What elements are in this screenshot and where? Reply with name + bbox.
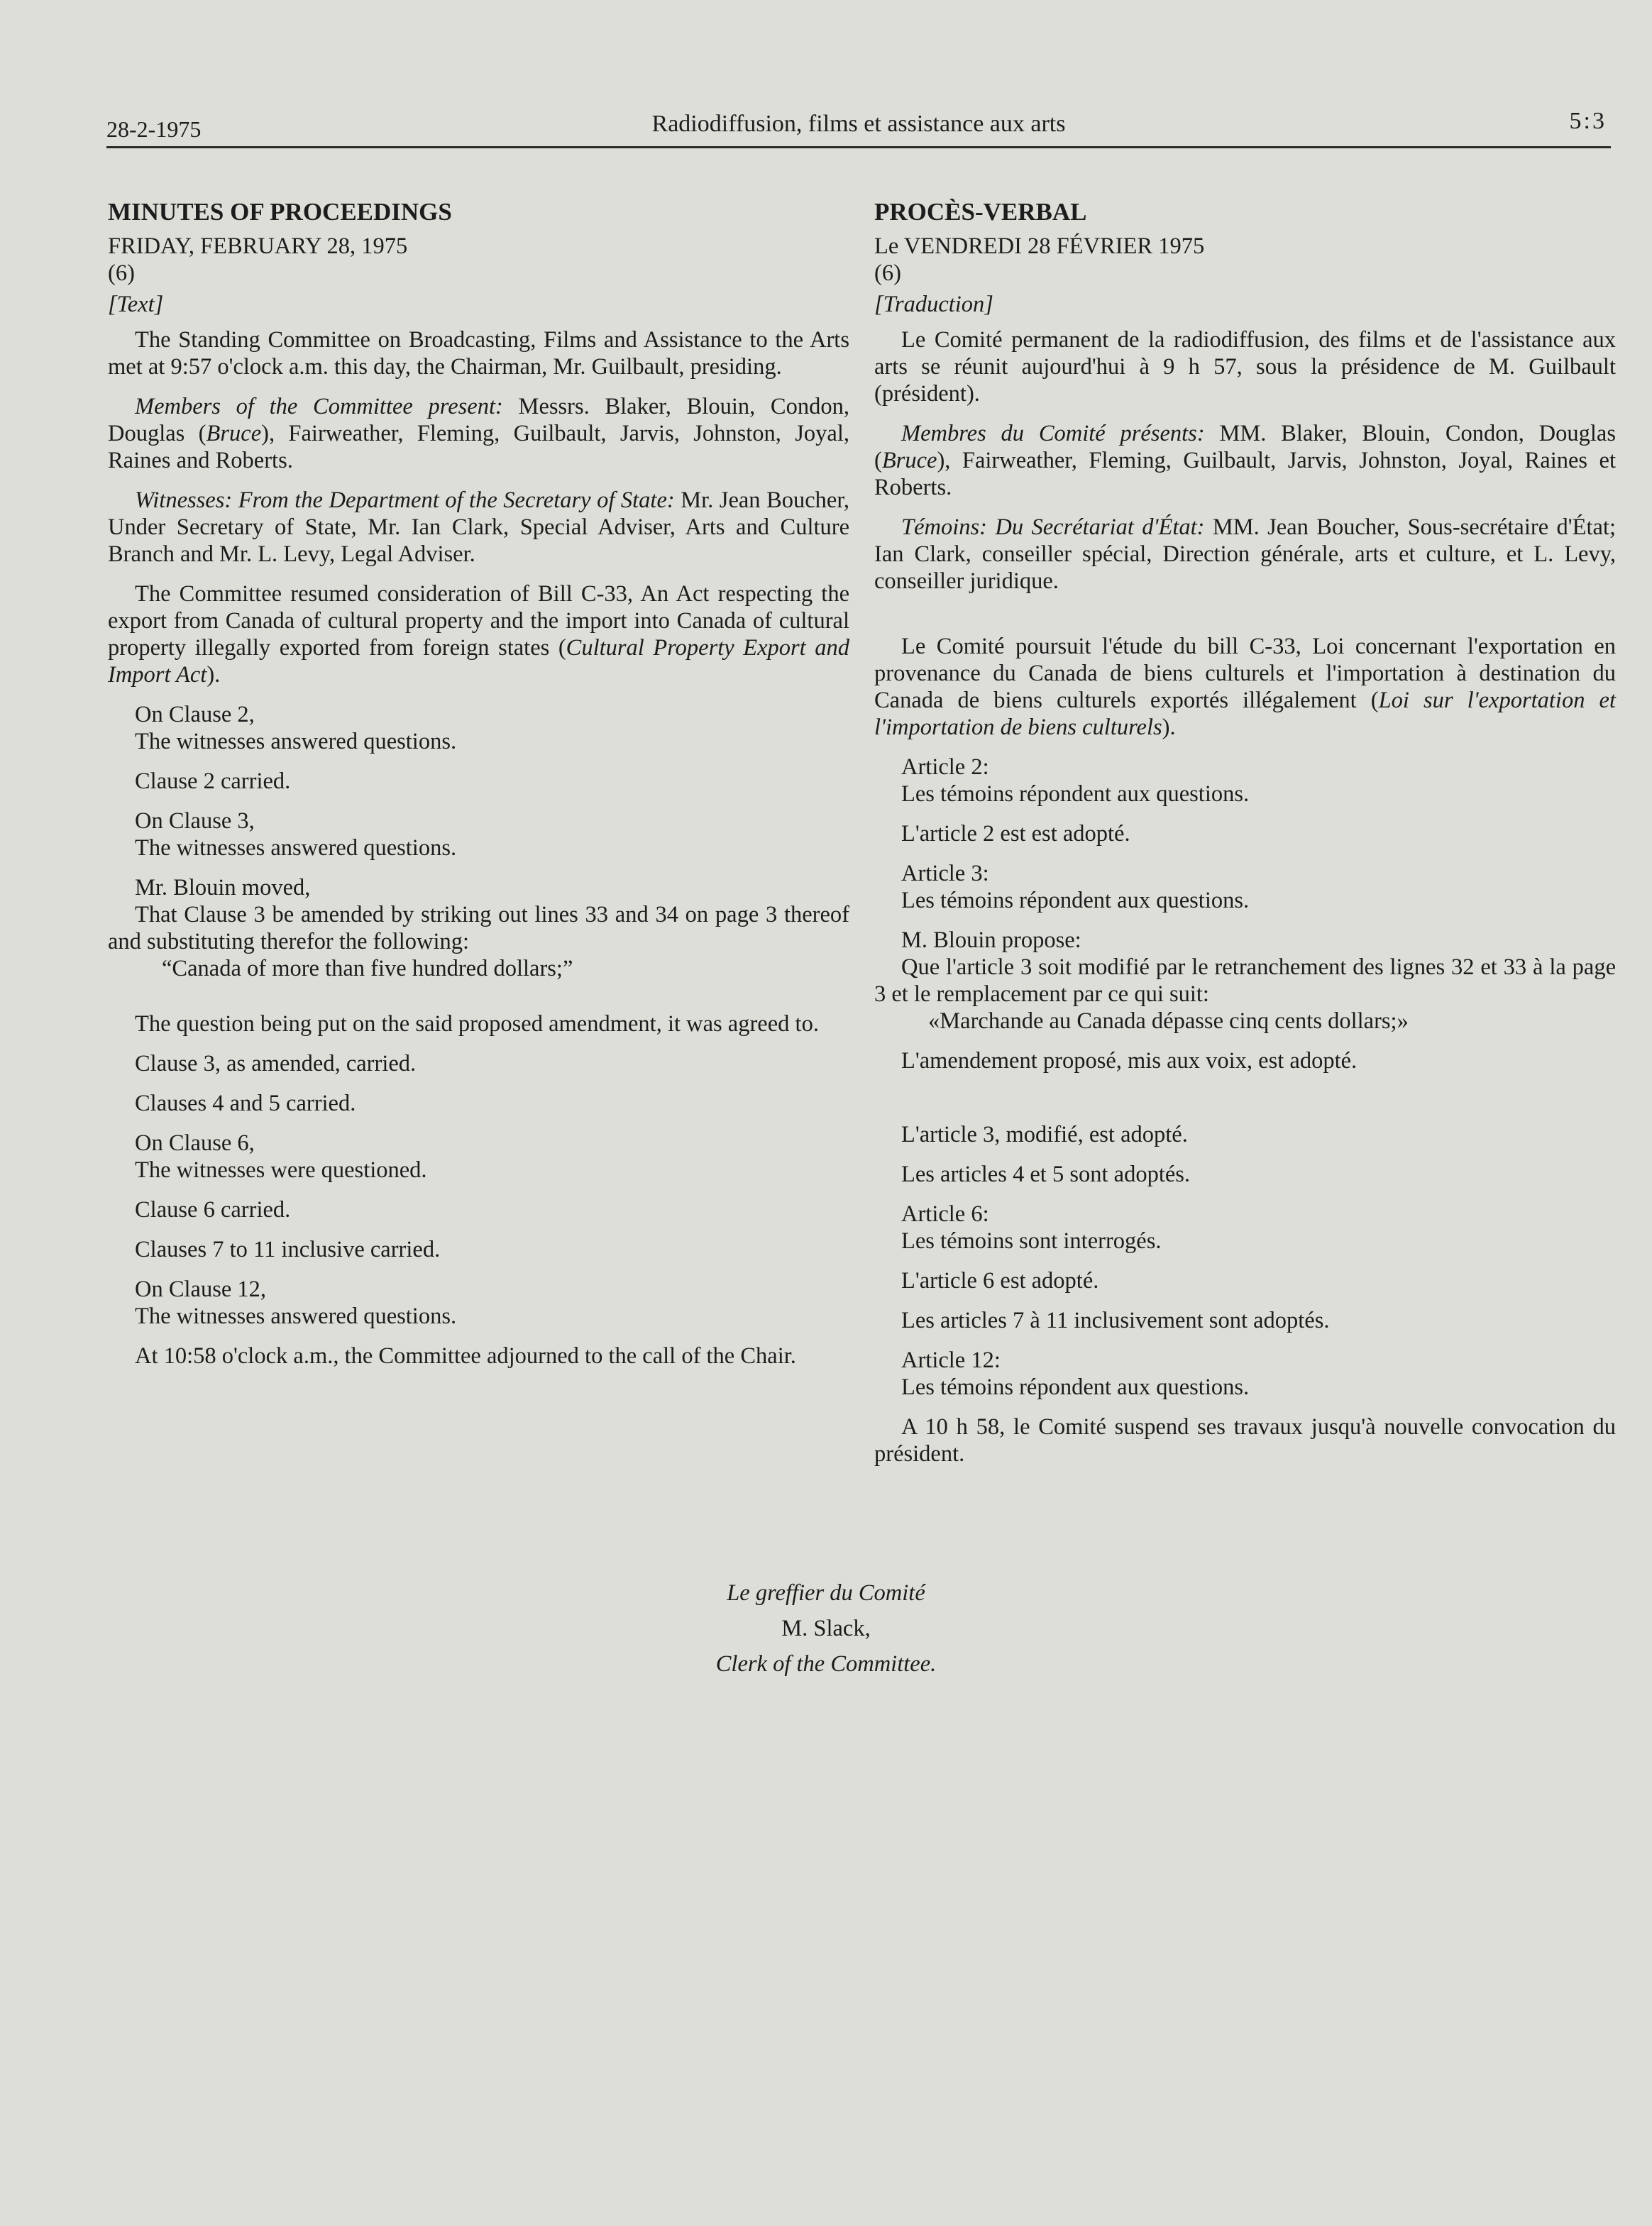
en-text-tag: [Text] xyxy=(108,292,164,317)
page-number: 5:3 xyxy=(1569,108,1607,134)
signature-name: M. Slack, xyxy=(781,1616,871,1641)
fr-article-2: Article 2: Les témoins répondent aux questions. xyxy=(901,754,1250,807)
en-clauses-7-11: Clauses 7 to 11 inclusive carried. xyxy=(135,1237,441,1262)
en-clause-6-carried: Clause 6 carried. xyxy=(135,1197,291,1223)
header-title: Radiodiffusion, films et assistance aux arts xyxy=(651,111,1066,137)
en-heading: MINUTES OF PROCEEDINGS xyxy=(108,198,452,226)
en-adjourn: At 10:58 o'clock a.m., the Committee adjourned to the call of the Chair. xyxy=(135,1343,796,1369)
signature-fr-title: Le greffier du Comité xyxy=(727,1580,925,1606)
en-sitting-number: (6) xyxy=(108,260,135,286)
en-clause-2: On Clause 2, The witnesses answered questions. xyxy=(135,702,457,754)
fr-article-6: Article 6: Les témoins sont interrogés. xyxy=(901,1201,1162,1254)
fr-sitting-number: (6) xyxy=(874,260,901,286)
english-column xyxy=(108,197,849,1382)
en-clause-3: On Clause 3, The witnesses answered questions. xyxy=(135,808,457,861)
fr-members-label: Membres du Comité présents: xyxy=(901,421,1205,446)
clerk-signature xyxy=(0,1575,1652,1682)
fr-bill: Le Comité poursuit l'étude du bill C-33, Loi concernant l'exportation en provenance du Canada de biens culturels et l'importation à destination du Canada de biens culturels exportés illégalement (Loi sur l'exportation et l'importation de biens culturels). xyxy=(874,634,1616,740)
en-question: The question being put on the said proposed amendment, it was agreed to. xyxy=(135,1011,819,1037)
en-date-line: FRIDAY, FEBRUARY 28, 1975 xyxy=(108,233,408,259)
en-clause-3-amended: Clause 3, as amended, carried. xyxy=(135,1051,417,1076)
fr-amendment-quote: «Marchande au Canada dépasse cinq cents dollars;» xyxy=(928,1008,1409,1034)
fr-propose: M. Blouin propose: xyxy=(901,927,1081,953)
fr-article-2-adopted: L'article 2 est est adopté. xyxy=(901,821,1130,847)
en-amendment: That Clause 3 be amended by striking out lines 33 and 34 on page 3 thereof and substituting therefor the following: xyxy=(108,902,849,954)
fr-witnesses-label: Témoins: Du Secrétariat d'État: xyxy=(901,514,1205,540)
french-column xyxy=(874,197,1616,1480)
en-clauses-4-5: Clauses 4 and 5 carried. xyxy=(135,1091,356,1116)
en-witnesses-label: Witnesses: From the Department of the Secretary of State: xyxy=(135,487,675,513)
en-members: Members of the Committee present: Messrs. Blaker, Blouin, Condon, Douglas (Bruce), Fairweather, Fleming, Guilbault, Jarvis, Johnston, Joyal, Raines and Roberts. xyxy=(108,394,849,473)
fr-witnesses: Témoins: Du Secrétariat d'État: MM. Jean Boucher, Sous-secrétaire d'État; Ian Clark, conseiller spécial, Direction générale, arts et culture, et L. Levy, conseiller juridique. xyxy=(874,514,1616,594)
fr-article-12: Article 12: Les témoins répondent aux questions. xyxy=(901,1348,1250,1400)
en-moved: Mr. Blouin moved, xyxy=(135,875,311,900)
fr-intro: Le Comité permanent de la radiodiffusion, des films et de l'assistance aux arts se réunit aujourd'hui à 9 h 57, sous la présidence de M. Guilbault (président). xyxy=(874,327,1616,407)
fr-vote: L'amendement proposé, mis aux voix, est adopté. xyxy=(901,1048,1358,1074)
en-members-label: Members of the Committee present: xyxy=(135,394,503,419)
en-bill: The Committee resumed consideration of Bill C-33, An Act respecting the export from Canada of cultural property and the import into Canada of cultural property illegally exported from foreign states (Cultural Property Export and Import Act). xyxy=(108,581,849,688)
fr-articles-4-5: Les articles 4 et 5 sont adoptés. xyxy=(901,1162,1191,1187)
en-clause-6: On Clause 6, The witnesses were questioned. xyxy=(135,1130,427,1183)
fr-members: Membres du Comité présents: MM. Blaker, Blouin, Condon, Douglas (Bruce), Fairweather, Fleming, Guilbault, Jarvis, Johnston, Joyal, Raines et Roberts. xyxy=(874,421,1616,500)
en-clause-12: On Clause 12, The witnesses answered questions. xyxy=(135,1277,457,1329)
fr-heading: PROCÈS-VERBAL xyxy=(874,198,1087,226)
en-clause-2-carried: Clause 2 carried. xyxy=(135,768,291,794)
fr-article-6-adopted: L'article 6 est adopté. xyxy=(901,1268,1099,1294)
fr-date-line: Le VENDREDI 28 FÉVRIER 1975 xyxy=(874,233,1205,259)
en-witnesses: Witnesses: From the Department of the Secretary of State: Mr. Jean Boucher, Under Secretary of State, Mr. Ian Clark, Special Adviser, Arts and Culture Branch and Mr. L. Levy, Legal Adviser. xyxy=(108,487,849,567)
header-date: 28-2-1975 xyxy=(106,116,202,142)
fr-articles-7-11: Les articles 7 à 11 inclusivement sont adoptés. xyxy=(901,1308,1330,1333)
fr-article-3-amended: L'article 3, modifié, est adopté. xyxy=(901,1122,1188,1147)
running-header xyxy=(106,106,1611,148)
fr-article-3: Article 3: Les témoins répondent aux questions. xyxy=(901,861,1250,913)
fr-text-tag: [Traduction] xyxy=(874,292,993,317)
en-amendment-quote: “Canada of more than five hundred dollars;” xyxy=(162,956,573,981)
fr-adjourn: A 10 h 58, le Comité suspend ses travaux jusqu'à nouvelle convocation du président. xyxy=(874,1414,1616,1467)
fr-amendment: Que l'article 3 soit modifié par le retranchement des lignes 32 et 33 à la page 3 et le remplacement par ce qui suit: xyxy=(874,954,1616,1007)
signature-en-title: Clerk of the Committee. xyxy=(715,1651,937,1677)
en-intro: The Standing Committee on Broadcasting, Films and Assistance to the Arts met at 9:57 o'clock a.m. this day, the Chairman, Mr. Guilbault, presiding. xyxy=(108,327,849,380)
